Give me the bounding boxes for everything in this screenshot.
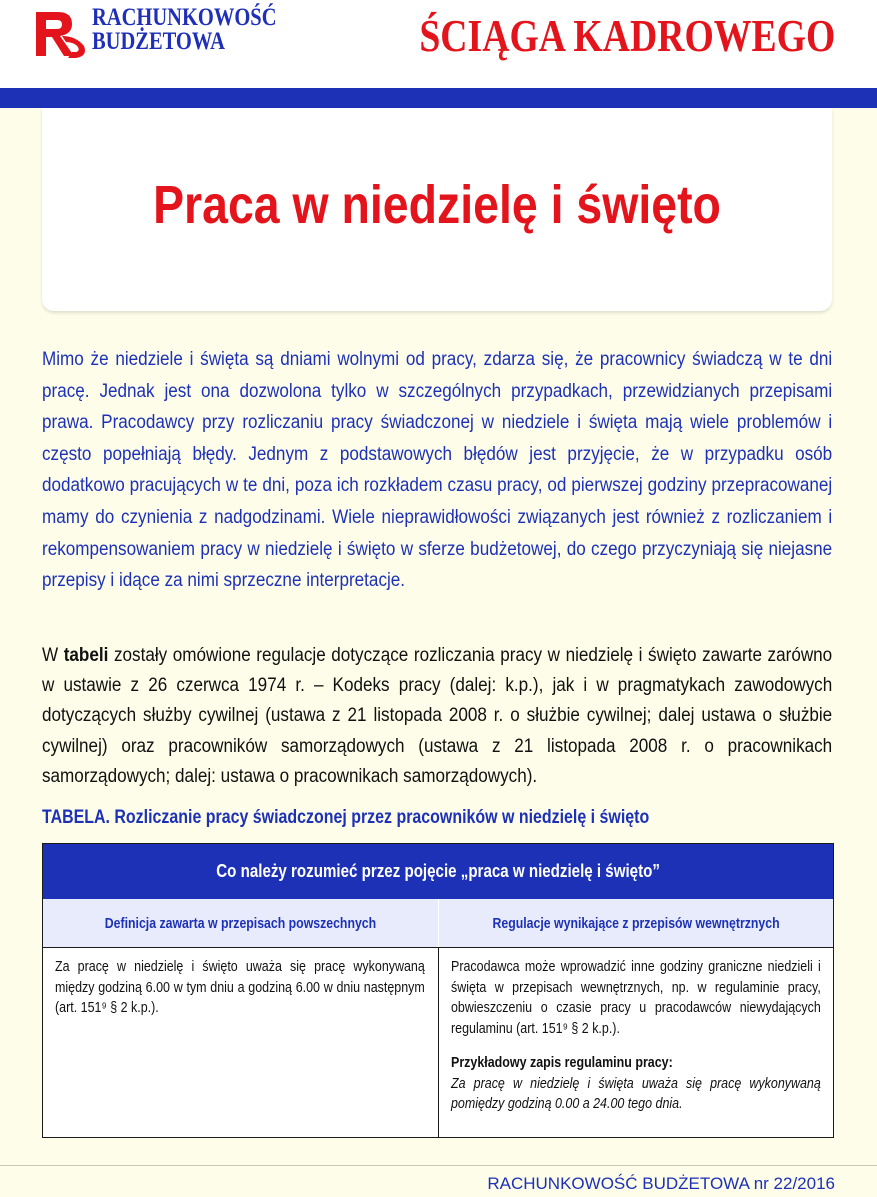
brand-name [92, 6, 277, 54]
table-main-header-text: Co należy rozumieć przez pojęcie „praca w niedzielę i święto” [216, 860, 660, 881]
column-header-general-text: Definicja zawarta w przepisach powszechnych [104, 914, 376, 932]
footer-publication: RACHUNKOWOŚĆ BUDŻETOWA nr 22/2016 [487, 1174, 835, 1193]
table-column-headers [43, 898, 833, 948]
example-heading: Przykładowy zapis regulaminu pracy: [450, 1055, 673, 1071]
section-title: ŚCIĄGA KADROWEGO [418, 10, 835, 61]
brand-line-2: BUDŻETOWA [92, 28, 225, 55]
table-title: TABELA. Rozliczanie pracy świadczonej przez pracowników w niedzielę i święto [42, 807, 650, 828]
column-header-internal [438, 899, 834, 947]
table-main-header [43, 844, 833, 898]
intro-paragraph [42, 344, 832, 597]
internal-regulation-text: Pracodawca może wprowadzić inne godziny graniczne niedzieli i święta w przepisach wewnętrznych, np. w regulaminie pracy, obwieszczeniu o czasie pracy u pracodawców niewydających regulaminu (art. 151⁹ § 2 k.p.). [450, 959, 821, 1037]
page-title: Praca w niedzielę i święto [153, 175, 721, 235]
column-header-general [43, 899, 438, 947]
rb-logo-icon [32, 6, 88, 62]
title-card [42, 108, 832, 311]
table-reference: tabeli [63, 645, 109, 666]
page-header [0, 0, 877, 88]
table-intro-text [42, 641, 832, 792]
example-text: Za pracę w niedzielę i święta uważa się pracę wykonywaną pomiędzy godziną 0.00 a 24.00 tego dnia. [450, 1075, 821, 1112]
table-cell-internal [438, 948, 834, 1137]
table-cell-general [43, 948, 438, 1137]
regulation-table [42, 843, 834, 1138]
general-definition-text: Za pracę w niedzielę i święto uważa się pracę wykonywaną między godziną 6.00 w tym dniu a godziną 6.00 w dniu następnym (art. 151⁹ § 2 k.p.). [55, 959, 425, 1016]
table-intro-paragraph [42, 641, 832, 792]
brand-line-1: RACHUNKOWOŚĆ [92, 4, 277, 31]
table-intro-lead: W [42, 645, 64, 666]
page-body [0, 108, 877, 1197]
column-header-internal-text: Regulacje wynikające z przepisów wewnętrznych [492, 914, 780, 932]
header-bar [0, 88, 877, 108]
table-row [43, 948, 833, 1137]
footer-divider [0, 1165, 877, 1166]
brand-logo [32, 4, 277, 64]
intro-text: Mimo że niedziele i święta są dniami wolnymi od pracy, zdarza się, że pracownicy świadczą w te dni pracę. Jednak jest ona dozwolona tylko w szczególnych przypadkach, przewidzianych przepisami prawa. Pracodawcy przy rozliczaniu pracy świadczonej w niedziele i święta mają wiele problemów i często popełniają błędy. Jednym z podstawowych błędów jest przyjęcie, że w przypadku osób dodatkowo pracujących w te dni, poza ich rozkładem czasu pracy, od pierwszej godziny przepracowanej mamy do czynienia z nadgodzinami. Wiele nieprawidłowości związanych jest również z rozliczaniem i rekompensowaniem pracy w niedzielę i święto w sferze budżetowej, do czego przyczyniają się niejasne przepisy i idące za nimi sprzeczne interpretacje. [42, 349, 833, 592]
table-intro-rest: zostały omówione regulacje dotyczące rozliczania pracy w niedzielę i święto zawarte zarówno w ustawie z 26 czerwca 1974 r. – Kodeks pracy (dalej: k.p.), jak i w pragmatykach zawodowych dotyczących służby cywilnej (ustawa z 21 listopada 2008 r. o służbie cywilnej; dalej ustawa o służbie cywilnej) oraz pracowników samorządowych (ustawa z 21 listopada 2008 r. o pracownikach samorządowych; dalej: ustawa o pracownikach samorządowych). [42, 645, 833, 787]
